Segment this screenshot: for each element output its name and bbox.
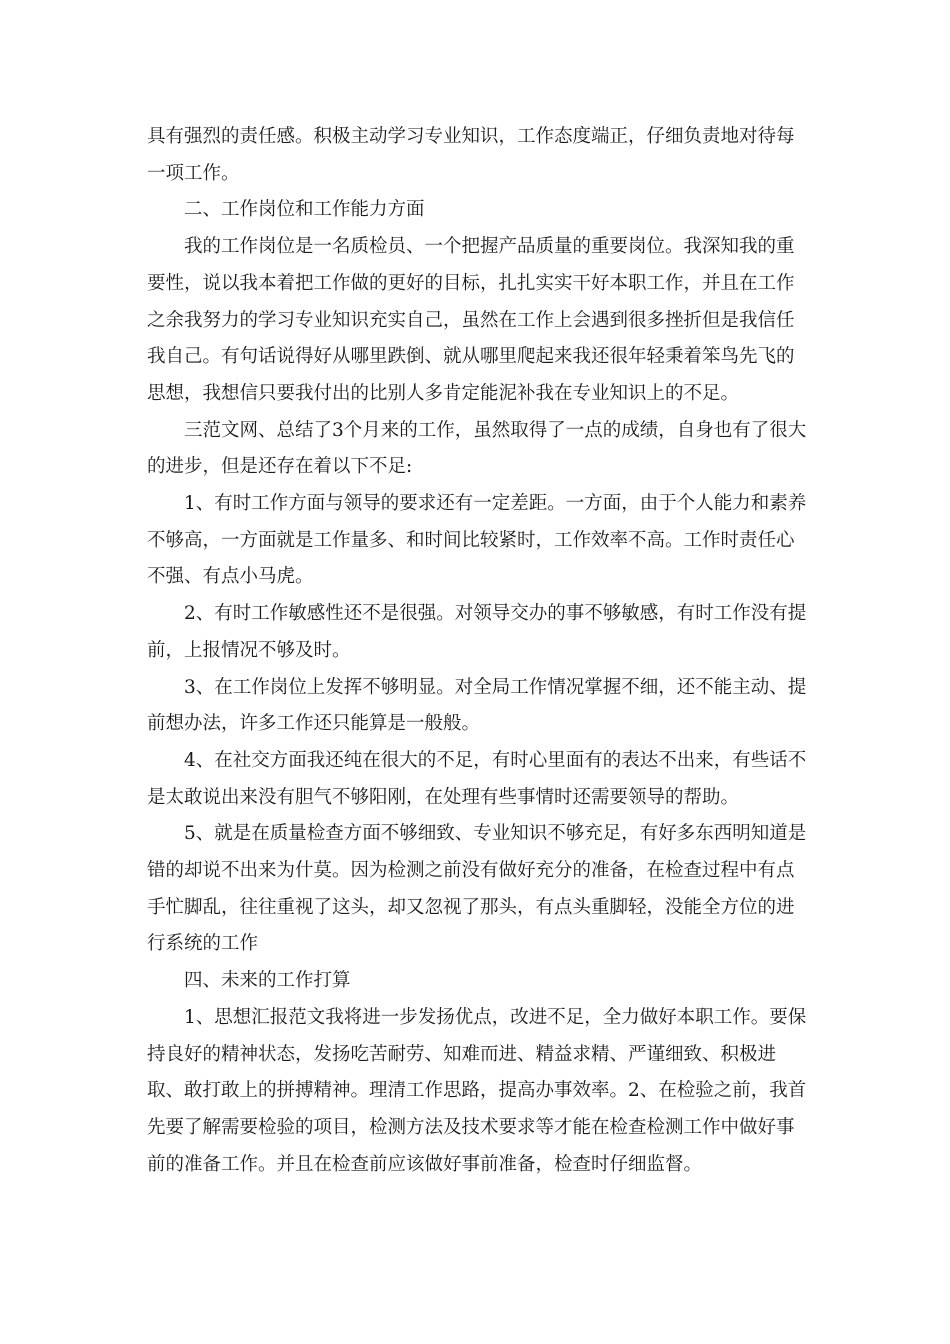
- section-heading-4: 四、未来的工作打算: [184, 970, 351, 992]
- list-item-shortcoming-4: 4、在社交方面我还纯在很大的不足，有时心里面有的表达不出来，有些话不是太敢说出来没有胆气不够阳刚，在处理有些事情时还需要领导的帮助。: [147, 749, 807, 808]
- section-heading-2: 二、工作岗位和工作能力方面: [184, 199, 425, 221]
- list-item-shortcoming-3: 3、在工作岗位上发挥不够明显。对全局工作情况掌握不细，还不能主动、提前想办法，许多工作还只能算是一般般。: [147, 676, 807, 735]
- paragraph-summary-shortcomings: 三范文网、总结了3个月来的工作，虽然取得了一点的成绩，自身也有了很大的进步，但是还存在着以下不足:: [147, 419, 807, 478]
- list-item-shortcoming-1: 1、有时工作方面与领导的要求还有一定差距。一方面，由于个人能力和素养不够高，一方面就是工作量多、和时间比较紧时，工作效率不高。工作时责任心不强、有点小马虎。: [147, 493, 807, 588]
- list-item-shortcoming-5: 5、就是在质量检查方面不够细致、专业知识不够充足，有好多东西明知道是错的却说不出来为什莫。因为检测之前没有做好充分的准备，在检查过程中有点手忙脚乱，往往重视了这头，却又忽视了那头，有点头重脚轻，没能全方位的进行系统的工作: [147, 823, 807, 955]
- list-item-shortcoming-2: 2、有时工作敏感性还不是很强。对领导交办的事不够敏感，有时工作没有提前，上报情况不够及时。: [147, 603, 807, 661]
- document-body: [147, 119, 807, 1183]
- paragraph-future-plans: 1、思想汇报范文我将进一步发扬优点，改进不足，全力做好本职工作。要保持良好的精神状态，发扬吃苦耐劳、知难而进、精益求精、严谨细致、积极进取、敢打敢上的拼搏精神。理清工作思路，提高办事效率。2、在检验之前，我首先要了解需要检验的项目，检测方法及技术要求等才能在检查检测工作中做好事前的准备工作。并且在检查前应该做好事前准备，检查时仔细监督。: [147, 1006, 807, 1175]
- paragraph-job-position: 我的工作岗位是一名质检员、一个把握产品质量的重要岗位。我深知我的重要性，说以我本着把工作做的更好的目标，扎扎实实干好本职工作，并且在工作之余我努力的学习专业知识充实自己，虽然在工作上会遇到很多挫折但是我信任我自己。有句话说得好从哪里跌倒、就从哪里爬起来我还很年轻秉着笨鸟先飞的思想，我想信只要我付出的比别人多肯定能泥补我在专业知识上的不足。: [147, 236, 795, 404]
- paragraph-continuation: 具有强烈的责任感。积极主动学习专业知识，工作态度端正，仔细负责地对待每一项工作。: [147, 126, 795, 184]
